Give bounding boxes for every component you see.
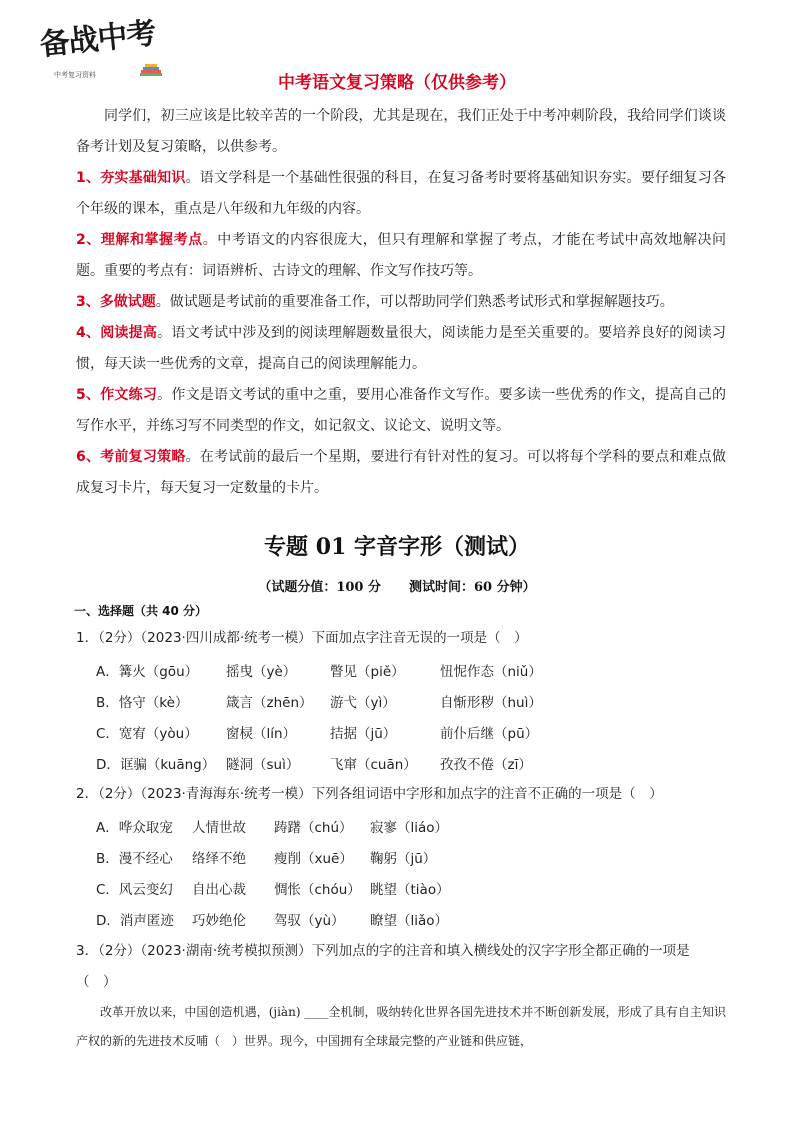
strategy-item [76,318,726,380]
option-cell: 踌躇（chú） [274,820,353,836]
test-time: 测试时间：60 分钟） [409,580,536,595]
option-cell: 孜孜不倦（zī） [440,757,532,773]
option-cell: 拮据（jū） [330,726,397,742]
option-cell: 瘦削（xuē） [274,851,353,867]
option-cell: 自出心裁 [192,882,246,898]
option-cell: 寂寥（liáo） [370,820,449,836]
option-cell: 惆怅（chóu） [274,882,361,898]
option-cell: 忸怩作态（niǔ） [440,664,542,680]
option-row[interactable] [96,847,736,867]
option-row[interactable] [96,722,736,742]
strategy-item-body: 。在考试前的最后一个星期，要进行有针对性的复习。可以将每个学科的要点和难点做成复习卡片，每天复习一定数量的卡片。 [76,449,727,496]
option-cell: 瞭望（liǎo） [370,913,449,929]
strategy-intro: 同学们，初三应该是比较辛苦的一个阶段，尤其是现在，我们正处于中考冲刺阶段，我给同学们谈谈备考计划及复习策略，以供参考。 [76,108,726,155]
strategy-title: 中考语文复习策略（仅供参考） [278,73,516,93]
strategy-item [76,287,726,318]
option-cell: 隧洞（suì） [226,757,300,773]
test-score: （试题分值：100 分 [258,580,382,595]
strategy-item [76,225,726,287]
strategy-item-head: 3、多做试题 [76,294,156,310]
option-cell: 前仆后继（pū） [440,726,539,742]
option-cell: A．哗众取宠 [96,820,173,836]
option-cell: 游弋（yì） [330,695,396,711]
option-cell: D．消声匿迹 [96,913,174,929]
option-row[interactable] [96,660,736,680]
option-row[interactable] [96,909,736,929]
option-cell: B．漫不经心 [96,851,173,867]
option-cell: 摇曳（yè） [226,664,297,680]
question-passage: 改革开放以来，中国创造机遇，(jiàn) ____全机制，吸纳转化世界各国先进技术并不断创新发展，形成了具有自主知识产权的新的先进技术反哺（ ）世界。现今，中国拥有全球最完整的产业链和供应链， [76,1005,726,1048]
option-cell: D．诓骗（kuāng） [96,757,216,773]
option-cell: 络绎不绝 [192,851,246,867]
option-cell: B．恪守（kè） [96,695,189,711]
option-cell: 飞窜（cuān） [330,757,417,773]
question-stem: 3．（2分）（2023·湖南·统考模拟预测）下列加点的字的注音和填入横线处的汉字字形全都正确的一项是 [76,943,690,959]
question-3-stem [76,940,736,993]
strategy-item-head: 2、理解和掌握考点 [76,232,203,248]
logo-tagline: 中考复习资料 [54,71,96,79]
strategy-item-head: 4、阅读提高 [76,325,158,341]
question-1-stem [76,627,736,649]
option-cell: 眺望（tiào） [370,882,450,898]
option-cell: C．宽宥（yòu） [96,726,198,742]
option-cell: 自惭形秽（huì） [440,695,542,711]
strategy-item-body: 。语文考试中涉及到的阅读理解题数量很大，阅读能力是至关重要的。要培养良好的阅读习惯，每天读一些优秀的文章，提高自己的阅读理解能力。 [76,325,726,372]
option-row[interactable] [96,816,736,836]
option-cell: 窗棂（lín） [226,726,297,742]
strategy-item-head: 5、作文练习 [76,387,158,403]
option-cell: 鞠躬（jū） [370,851,437,867]
strategy-item-body: 。中考语文的内容很庞大，但只有理解和掌握了考点，才能在考试中高效地解决问题。重要的考点有：词语辨析、古诗文的理解、作文写作技巧等。 [76,232,726,279]
strategy-item [76,442,726,504]
question-2-stem [76,783,736,805]
strategy-list [76,163,726,504]
option-cell: A．篝火（gōu） [96,664,199,680]
option-cell: 巧妙绝伦 [192,913,246,929]
strategy-item [76,163,726,225]
strategy-item [76,380,726,442]
test-meta [0,576,794,595]
question-stem: 2．（2分）（2023·青海海东·统考一模）下列各组词语中字形和加点字的注音不正确的一项是（ ） [76,786,663,802]
option-row[interactable] [96,878,736,898]
option-cell: C．风云变幻 [96,882,173,898]
logo-brand-text: 备战中考 [38,15,158,63]
question-answer-blank: （ ） [76,974,117,990]
test-title: 专题 01 字音字形（测试） [264,534,530,560]
section-heading: 一、选择题（共 40 分） [74,604,208,618]
option-cell: 驾驭（yù） [274,913,345,929]
strategy-item-head: 1、夯实基础知识 [76,170,186,186]
option-row[interactable] [96,753,736,773]
option-row[interactable] [96,691,736,711]
strategy-item-body: 。语文学科是一个基础性很强的科目，在复习备考时要将基础知识夯实。要仔细复习各个年级的课本，重点是八年级和九年级的内容。 [76,170,727,217]
strategy-item-body: 。作文是语文考试的重中之重，要用心准备作文写作。要多读一些优秀的作文，提高自己的写作水平，并练习写不同类型的作文，如记叙文、议论文、说明文等。 [76,387,726,434]
strategy-item-head: 6、考前复习策略 [76,449,186,465]
question-stem: 1．（2分）（2023·四川成都·统考一模）下面加点字注音无误的一项是（ ） [76,630,528,646]
option-cell: 箴言（zhēn） [226,695,313,711]
strategy-item-body: 。做试题是考试前的重要准备工作，可以帮助同学们熟悉考试形式和掌握解题技巧。 [155,294,674,310]
option-cell: 瞥见（piě） [330,664,405,680]
option-cell: 人情世故 [192,820,246,836]
